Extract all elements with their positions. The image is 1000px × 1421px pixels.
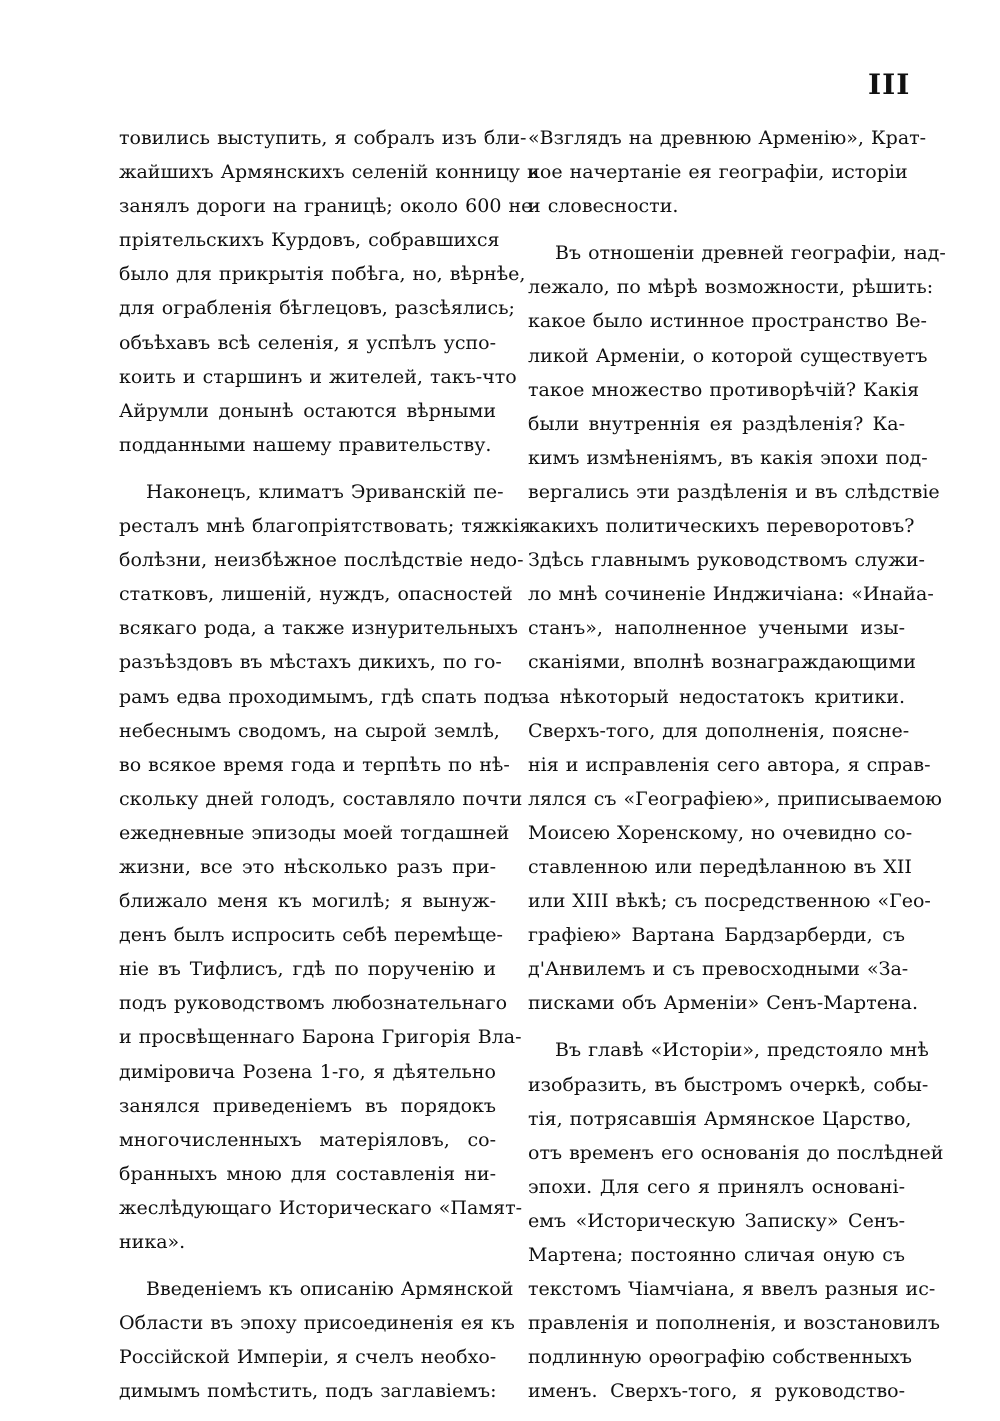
text-line: ликой Арменіи, о которой существуетъ bbox=[528, 344, 928, 367]
page-number: III bbox=[868, 68, 911, 101]
text-line: разъѣздовъ въ мѣстахъ дикихъ, по го- bbox=[119, 651, 502, 674]
text-line: товились выступить, я собралъ изъ бли- bbox=[119, 127, 527, 149]
text-line: скольку дней голодъ, составляло почти bbox=[119, 787, 523, 810]
text-line: жеслѣдующаго Историческаго «Памят- bbox=[119, 1196, 523, 1219]
text-line: Сверхъ-того, для дополненія, поясне- bbox=[528, 719, 910, 742]
text-line: бранныхъ мною для составленія ни- bbox=[119, 1162, 496, 1185]
paragraph bbox=[528, 1033, 944, 1408]
text-line: коить и старшинъ и жителей, такъ-что bbox=[119, 365, 517, 388]
text-line: подлинную орѳографію собственныхъ bbox=[528, 1346, 912, 1369]
paragraph bbox=[528, 121, 927, 223]
right-column bbox=[528, 121, 946, 1421]
text-line: такое множество противорѣчій? Какія bbox=[528, 378, 920, 401]
text-line: объѣхавъ всѣ селенія, я успѣлъ успо- bbox=[119, 331, 496, 354]
text-line: ставленною или передѣланною въ XII bbox=[528, 855, 912, 878]
text-line: во всякое время года и терпѣть по нѣ- bbox=[119, 753, 510, 776]
paragraph bbox=[119, 475, 532, 1259]
text-line: графіею» Вартана Бардзарберди, съ bbox=[528, 924, 905, 947]
text-line: правленія и пополненія, и возстановилъ bbox=[528, 1312, 940, 1335]
text-line: вергались эти раздѣленія и въ слѣдствіе bbox=[528, 480, 940, 503]
text-line: димымъ помѣстить, подъ заглавіемъ: bbox=[119, 1380, 497, 1403]
text-line: статковъ, лишеній, нуждъ, опасностей bbox=[119, 583, 513, 606]
text-line: подъ руководствомъ любознательнаго bbox=[119, 992, 508, 1015]
text-line: отъ временъ его основанія до послѣдней bbox=[528, 1141, 944, 1164]
text-line: ника». bbox=[119, 1231, 186, 1253]
text-line: писками объ Арменіи» Сенъ-Мартена. bbox=[528, 992, 918, 1015]
text-line: емъ «Историческую Записку» Сенъ- bbox=[528, 1209, 905, 1232]
text-line: кое начертаніе ея географіи, исторіи bbox=[528, 161, 908, 184]
text-line: Здѣсь главнымъ руководствомъ служи- bbox=[528, 549, 925, 572]
text-line: было для прикрытія побѣга, но, вѣрнѣе, bbox=[119, 263, 526, 286]
text-line: Айрумли донынѣ остаются вѣрными bbox=[119, 399, 496, 422]
text-line: Въ отношеніи древней географіи, над- bbox=[555, 242, 946, 265]
text-line: станъ», наполненное учеными изы- bbox=[528, 617, 905, 640]
text-line: Въ главѣ «Исторіи», предстояло мнѣ bbox=[555, 1039, 929, 1062]
text-line: именъ. Сверхъ-того, я руководство- bbox=[528, 1380, 905, 1403]
text-line: лялся съ «Географіею», приписываемою bbox=[528, 787, 942, 810]
paragraph bbox=[528, 236, 946, 1020]
text-line: подданными нашему правительству. bbox=[119, 433, 492, 456]
text-line: ближало меня къ могилѣ; я вынуж- bbox=[119, 890, 496, 913]
text-line: какое было истинное пространство Ве- bbox=[528, 310, 927, 333]
text-line: ніе въ Тифлисъ, гдѣ по порученію и bbox=[119, 958, 496, 981]
text-line: жайшихъ Армянскихъ селеній конницу и bbox=[119, 161, 540, 184]
text-line: болѣзни, неизбѣжное послѣдствіе недо- bbox=[119, 549, 524, 572]
text-line: небеснымъ сводомъ, на сырой землѣ, bbox=[119, 719, 500, 742]
text-line: занялся приведеніемъ въ порядокъ bbox=[119, 1094, 496, 1117]
text-line: нія и исправленія сего автора, я справ- bbox=[528, 753, 931, 776]
paragraph bbox=[119, 121, 540, 462]
text-line: эпохи. Для сего я принялъ основані- bbox=[528, 1175, 905, 1198]
text-line: и словесности. bbox=[528, 195, 679, 218]
text-line: Области въ эпоху присоединенія ея къ bbox=[119, 1312, 515, 1335]
text-line: текстомъ Чіамчіана, я ввелъ разныя ис- bbox=[528, 1278, 936, 1301]
text-line: были внутреннія ея раздѣленія? Ка- bbox=[528, 412, 905, 435]
text-line: Наконецъ, климатъ Эриванскій пе- bbox=[146, 480, 504, 503]
text-line: или XIII вѣкѣ; съ посредственною «Гео- bbox=[528, 890, 931, 913]
text-line: Моисею Хоренскому, но очевидно со- bbox=[528, 821, 913, 844]
text-line: диміровича Розена 1-го, я дѣятельно bbox=[119, 1060, 496, 1083]
left-column bbox=[119, 121, 540, 1421]
text-line: пріятельскихъ Курдовъ, собравшихся bbox=[119, 229, 500, 252]
text-line: ежедневные эпизоды моей тогдашней bbox=[119, 821, 510, 844]
text-line: денъ былъ испросить себѣ перемѣще- bbox=[119, 924, 503, 947]
text-line: и просвѣщеннаго Барона Григорія Вла- bbox=[119, 1026, 522, 1049]
text-line: лежало, по мѣрѣ возможности, рѣшить: bbox=[528, 276, 934, 299]
text-line: занялъ дороги на границѣ; около 600 не- bbox=[119, 195, 539, 218]
text-line: всякаго рода, а также изнурительныхъ bbox=[119, 617, 518, 640]
text-line: рамъ едва проходимымъ, гдѣ спать подъ bbox=[119, 685, 532, 708]
text-line: ресталъ мнѣ благопріятствовать; тяжкія bbox=[119, 515, 532, 538]
text-line: жизни, все это нѣсколько разъ при- bbox=[119, 855, 496, 878]
text-line: кимъ измѣненіямъ, въ какія эпохи под- bbox=[528, 446, 928, 469]
text-line: за нѣкоторый недостатокъ критики. bbox=[528, 685, 905, 708]
text-line: Введеніемъ къ описанію Армянской bbox=[146, 1278, 514, 1301]
text-line: ло мнѣ сочиненіе Инджичіана: «Инайа- bbox=[528, 583, 934, 606]
text-line: для ограбленія бѣглецовъ, разсѣялись; bbox=[119, 297, 515, 320]
text-line: сканіями, вполнѣ вознаграждающими bbox=[528, 651, 916, 674]
paragraph bbox=[119, 1272, 515, 1408]
text-line: многочисленныхъ матеріяловъ, со- bbox=[119, 1128, 496, 1151]
text-line: Мартена; постоянно сличая оную съ bbox=[528, 1244, 905, 1266]
text-line: д'Анвилемъ и съ превосходными «За- bbox=[528, 958, 909, 981]
text-line: изобразить, въ быстромъ очеркѣ, собы- bbox=[528, 1073, 929, 1096]
text-line: тія, потрясавшія Армянское Царство, bbox=[528, 1107, 912, 1130]
text-line: Россійской Имперіи, я счелъ необхо- bbox=[119, 1346, 497, 1369]
text-line: «Взглядъ на древнюю Арменію», Крат- bbox=[528, 127, 927, 149]
text-line: какихъ политическихъ переворотовъ? bbox=[528, 515, 915, 538]
